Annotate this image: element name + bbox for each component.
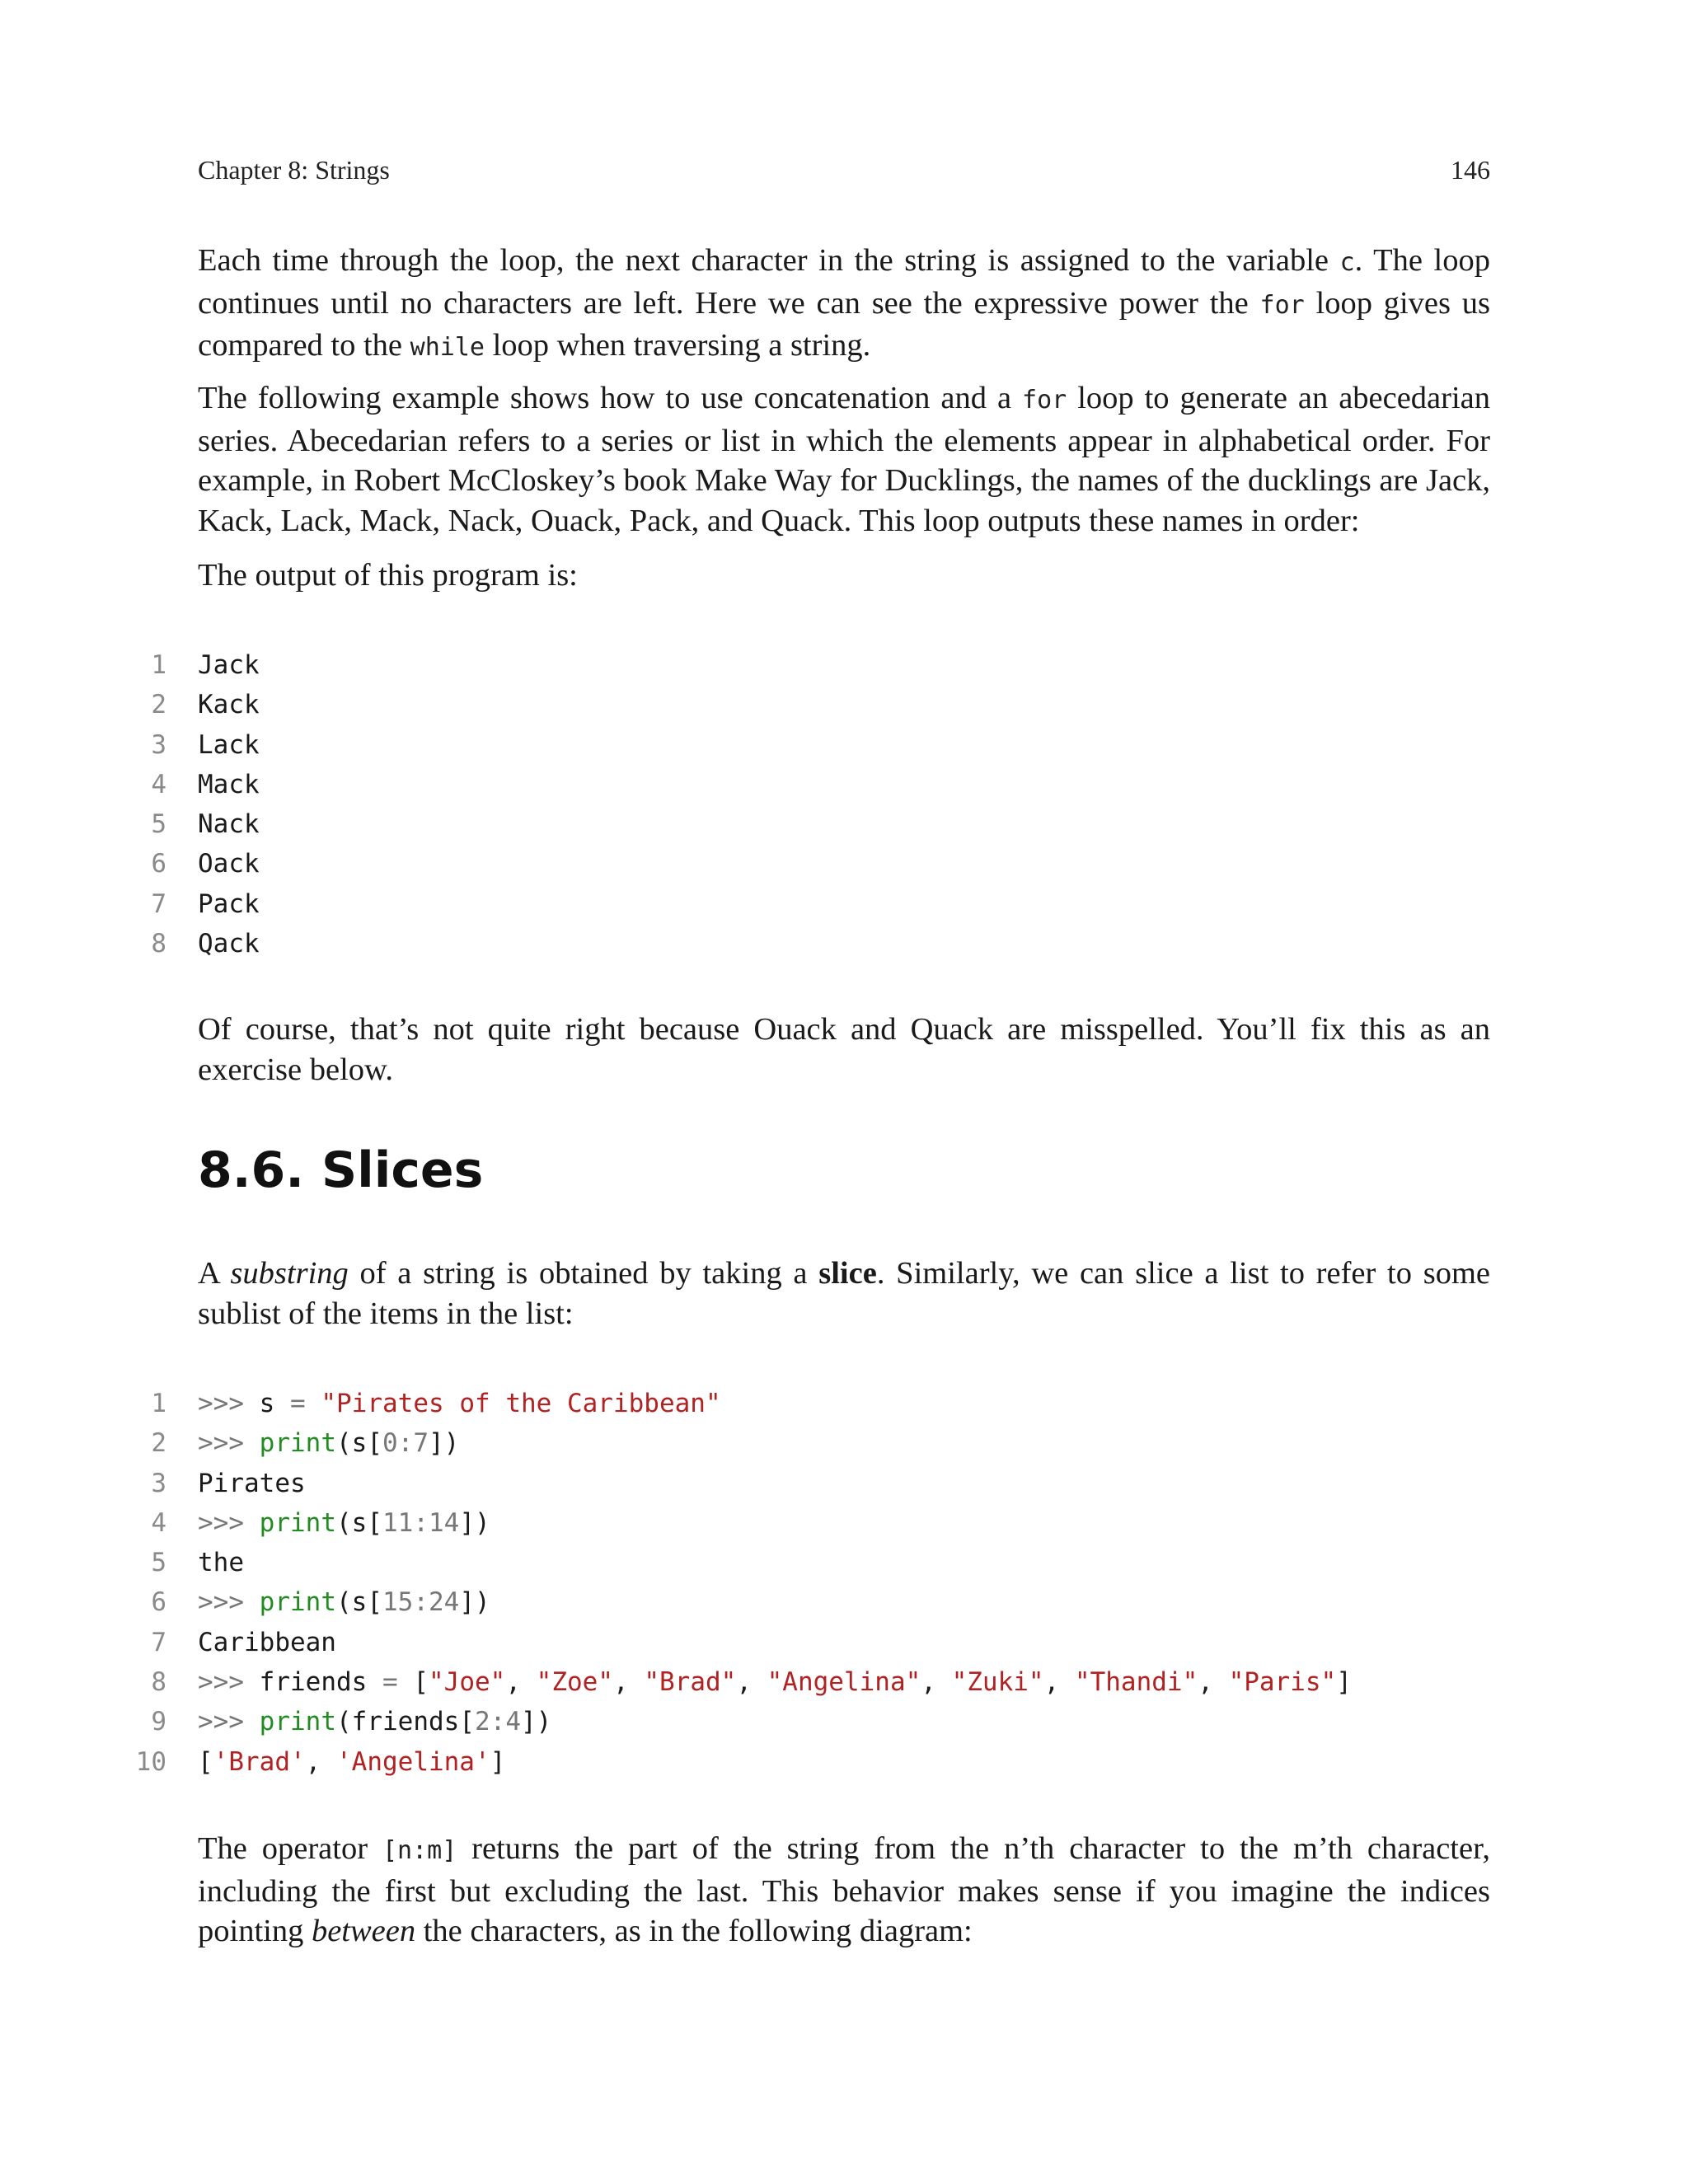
code-line bbox=[0, 1582, 1688, 1622]
line-number: 3 bbox=[151, 1468, 166, 1498]
text-run: loop gives us compared to the bbox=[198, 285, 1490, 363]
text-run: returns the part of the string from the n’th character to the m’th character, including the first but excluding the last. This behavior makes sense if you imagine the indices pointing bbox=[198, 1831, 1490, 1948]
code-line bbox=[0, 804, 1688, 844]
line-number: 5 bbox=[151, 809, 166, 840]
code-line bbox=[0, 645, 1688, 685]
paragraph-output-intro bbox=[198, 555, 1490, 596]
line-number: 2 bbox=[151, 1428, 166, 1459]
paragraph-misspelled-note bbox=[198, 1010, 1490, 1090]
line-number: 4 bbox=[151, 769, 166, 799]
paragraph-text bbox=[198, 241, 1490, 368]
code-line bbox=[0, 725, 1688, 765]
line-number: 6 bbox=[151, 849, 166, 879]
line-number: 8 bbox=[151, 1667, 166, 1698]
code-line bbox=[0, 1384, 1688, 1423]
paragraph-text bbox=[198, 1829, 1490, 1952]
code-line bbox=[0, 1702, 1688, 1741]
code-text: Jack bbox=[198, 650, 260, 680]
code-line bbox=[0, 1623, 1688, 1662]
page-number: 146 bbox=[1451, 155, 1490, 185]
paragraph-loop-explanation bbox=[198, 241, 1490, 368]
code-text: >>> s = "Pirates of the Caribbean" bbox=[198, 1389, 721, 1418]
code-text: ['Brad', 'Angelina'] bbox=[198, 1746, 506, 1777]
inline-code: while bbox=[410, 333, 485, 362]
code-line bbox=[0, 884, 1688, 924]
running-header bbox=[198, 155, 1490, 185]
code-line bbox=[0, 1423, 1688, 1463]
inline-code: c bbox=[1339, 248, 1355, 277]
text-run: loop when traversing a string. bbox=[484, 328, 871, 363]
code-line bbox=[0, 765, 1688, 804]
line-number: 1 bbox=[151, 1389, 166, 1418]
text-run: . Similarly, we can slice a list to refer to some sublist of the items in the list: bbox=[198, 1256, 1490, 1331]
code-line bbox=[0, 1742, 1688, 1782]
line-number: 6 bbox=[151, 1587, 166, 1618]
line-number: 4 bbox=[151, 1507, 166, 1538]
paragraph-substring bbox=[198, 1254, 1490, 1333]
code-line bbox=[0, 1543, 1688, 1582]
line-number: 8 bbox=[151, 929, 166, 959]
text-run: A bbox=[198, 1256, 231, 1291]
code-text: Pirates bbox=[198, 1468, 306, 1498]
emphasis-text: between bbox=[311, 1914, 416, 1948]
text-run: The operator bbox=[198, 1831, 382, 1866]
line-number: 10 bbox=[135, 1746, 166, 1777]
slice-code-listing bbox=[0, 1384, 1688, 1782]
code-line bbox=[0, 1464, 1688, 1503]
code-line bbox=[0, 924, 1688, 963]
code-text: Oack bbox=[198, 849, 260, 879]
chapter-title: Chapter 8: Strings bbox=[198, 155, 390, 185]
code-line bbox=[0, 1662, 1688, 1702]
code-text: >>> friends = ["Joe", "Zoe", "Brad", "Angelina", "Zuki", "Thandi", "Paris"] bbox=[198, 1667, 1352, 1698]
strong-text: slice bbox=[818, 1256, 877, 1291]
line-number: 3 bbox=[151, 729, 166, 760]
inline-code: [n:m] bbox=[382, 1836, 457, 1865]
code-text: Kack bbox=[198, 690, 260, 720]
text-run: loop to generate an abecedarian series. Abecedarian refers to a series or list in which the elements appear in alphabetical order. For example, in Robert McCloskey’s book Make Way for Ducklings, the names of the ducklings are Jack, Kack, Lack, Mack, Nack, Ouack, Pack, and Quack. This loop outputs these names in order: bbox=[198, 381, 1490, 538]
code-text: Pack bbox=[198, 888, 260, 919]
code-text: the bbox=[198, 1548, 244, 1578]
code-text: >>> print(s[0:7]) bbox=[198, 1428, 460, 1459]
text-run: of a string is obtained by taking a bbox=[348, 1256, 819, 1291]
inline-code: for bbox=[1259, 290, 1305, 320]
text-run: Each time through the loop, the next character in the string is assigned to the variable bbox=[198, 243, 1340, 278]
line-number: 1 bbox=[151, 650, 166, 680]
code-text: Caribbean bbox=[198, 1627, 336, 1657]
code-text: Qack bbox=[198, 929, 260, 959]
inline-code: for bbox=[1022, 386, 1067, 415]
paragraph-text: Of course, that’s not quite right because Ouack and Quack are misspelled. You’ll fix this as an exercise below. bbox=[198, 1012, 1490, 1087]
code-line bbox=[0, 844, 1688, 883]
paragraph-text: The output of this program is: bbox=[198, 558, 578, 593]
paragraph-text bbox=[198, 378, 1490, 541]
code-text: Nack bbox=[198, 809, 260, 840]
section-heading: 8.6. Slices bbox=[198, 1141, 484, 1199]
text-run: the characters, as in the following diagram: bbox=[415, 1914, 973, 1948]
line-number: 7 bbox=[151, 1627, 166, 1657]
code-line bbox=[0, 685, 1688, 724]
code-text: Lack bbox=[198, 729, 260, 760]
text-run: . The loop continues until no characters are left. Here we can see the expressive power the bbox=[198, 243, 1491, 321]
text-run: The following example shows how to use concatenation and a bbox=[198, 381, 1023, 415]
line-number: 5 bbox=[151, 1548, 166, 1578]
code-line bbox=[0, 1503, 1688, 1543]
code-text: >>> print(s[11:14]) bbox=[198, 1507, 490, 1538]
output-code-listing bbox=[0, 645, 1688, 963]
paragraph-text bbox=[198, 1254, 1490, 1333]
paragraph-slice-operator bbox=[198, 1829, 1490, 1952]
line-number: 9 bbox=[151, 1707, 166, 1737]
emphasis-text: substring bbox=[230, 1256, 349, 1291]
paragraph-abecedarian bbox=[198, 378, 1490, 541]
line-number: 2 bbox=[151, 690, 166, 720]
code-text: >>> print(friends[2:4]) bbox=[198, 1707, 552, 1737]
line-number: 7 bbox=[151, 888, 166, 919]
code-text: Mack bbox=[198, 769, 260, 799]
code-text: >>> print(s[15:24]) bbox=[198, 1587, 490, 1618]
